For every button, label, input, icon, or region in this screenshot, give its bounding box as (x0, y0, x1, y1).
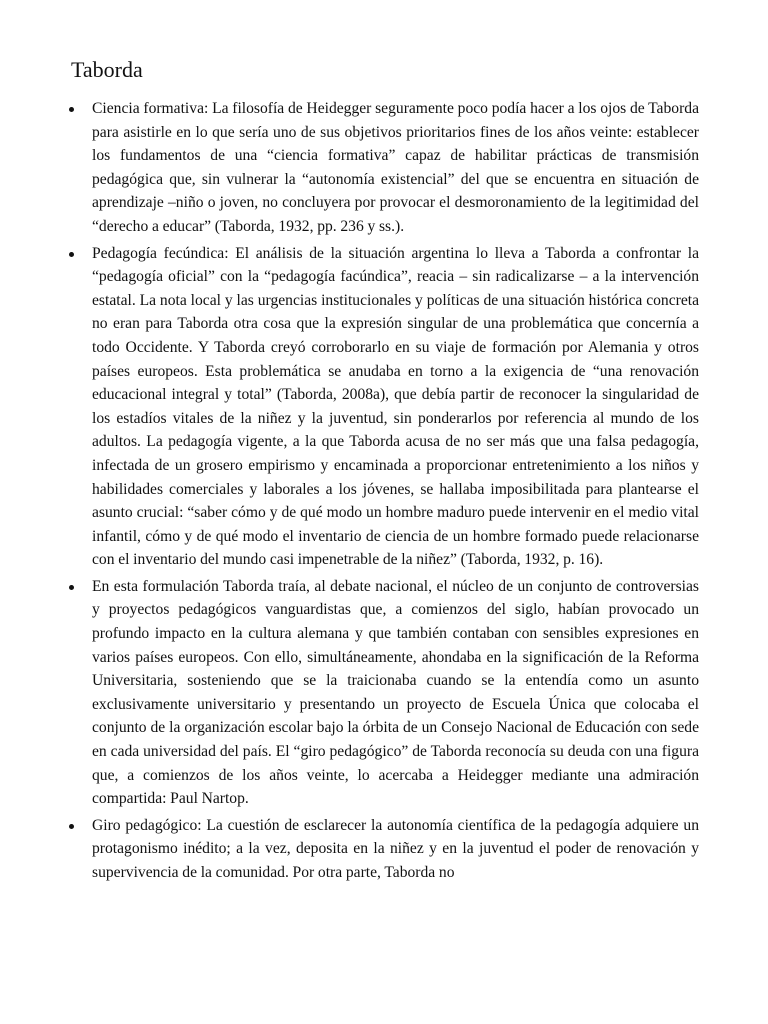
list-item-text: Pedagogía fecúndica: El análisis de la situación argentina lo lleva a Taborda a confrontar la “pedagogía oficial” con la “pedagogía facúndica”, reacia – sin radicalizarse – a la intervención estatal. La nota local y las urgencias institucionales y políticas de una situación histórica concreta no eran para Taborda otra cosa que la expresión singular de una problemática que concernía a todo Occidente. Y Taborda creyó corroborarlo en su viaje de formación por Alemania y otros países europeos. Esta problemática se anudaba en torno a la exigencia de “una renovación educacional integral y total” (Taborda, 2008a), que debía partir de reconocer la singularidad de los estadíos vitales de la niñez y la juventud, sin ponderarlos por referencia al mundo de los adultos. La pedagogía vigente, a la que Taborda acusa de no ser más que una falsa pedagogía, infectada de un grosero empirismo y encaminada a proporcionar entretenimiento a los niños y habilidades comerciales y laborales a los jóvenes, se hallaba imposibilitada para plantearse el asunto crucial: “saber cómo y de qué modo un hombre maduro puede intervenir en el medio vital infantil, cómo y de qué modo el inventario de ciencia de un hombre formado puede relacionarse con el inventario del mundo casi impenetrable de la niñez” (Taborda, 1932, p. 16). (92, 244, 699, 569)
list-item-formulacion-taborda (0, 575, 768, 811)
bullet-list (0, 97, 768, 888)
list-item-pedagogia-fecundica (0, 242, 768, 572)
list-item-ciencia-formativa (0, 97, 768, 239)
bullet-icon (69, 824, 74, 829)
bullet-icon (69, 252, 74, 257)
list-item-text: Ciencia formativa: La filosofía de Heidegger seguramente poco podía hacer a los ojos de Taborda para asistirle en lo que sería uno de sus objetivos prioritarios fines de los años veinte: establecer los fundamentos de una “ciencia formativa” capaz de habilitar prácticas de transmisión pedagógica que, sin vulnerar la “autonomía existencial” del que se encuentra en situación de aprendizaje –niño o joven, no concluyera por provocar el desmoronamiento de la legitimidad del “derecho a educar” (Taborda, 1932, pp. 236 y ss.). (92, 100, 699, 235)
list-item-text: Giro pedagógico: La cuestión de esclarecer la autonomía científica de la pedagogía adquiere un protagonismo inédito; a la vez, deposita en la niñez y en la juventud el poder de renovación y supervivencia de la comunidad. Por otra parte, Taborda no (92, 816, 699, 881)
bullet-icon (69, 107, 74, 112)
list-item-giro-pedagogico (0, 814, 768, 885)
document-title: Taborda (71, 57, 143, 82)
list-item-text: En esta formulación Taborda traía, al debate nacional, el núcleo de un conjunto de controversias y proyectos pedagógicos vanguardistas que, a comienzos del siglo, habían provocado un profundo impacto en la cultura alemana y que también contaban con sensibles expresiones en varios países europeos. Con ello, simultáneamente, ahondaba en la significación de la Reforma Universitaria, sosteniendo que se la traicionaba cuando se la entendía como un asunto exclusivamente universitario y presentando un proyecto de Escuela Única que colocaba el conjunto de la organización escolar bajo la órbita de un Consejo Nacional de Educación con sede en cada universidad del país. El “giro pedagógico” de Taborda reconocía su deuda con una figura que, a comienzos de los años veinte, lo acercaba a Heidegger mediante una admiración compartida: Paul Nartop. (92, 577, 699, 808)
bullet-icon (69, 585, 74, 590)
